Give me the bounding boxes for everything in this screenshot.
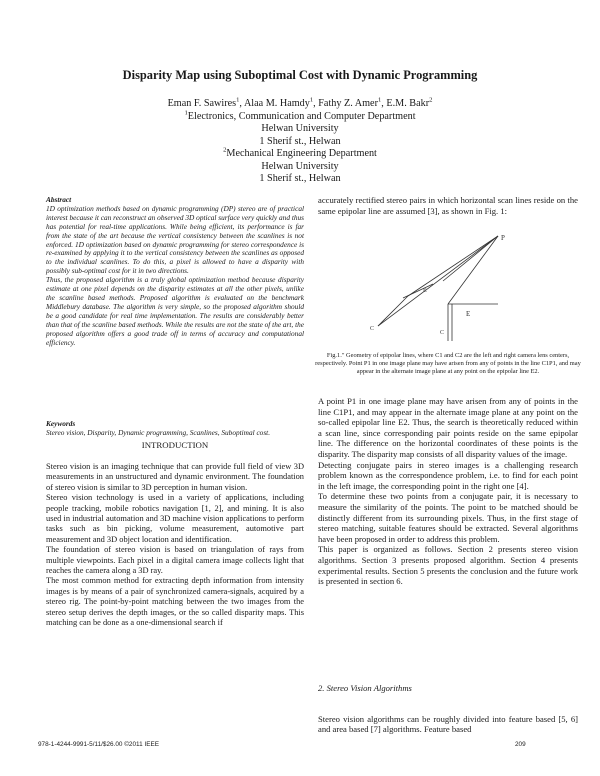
ray-line: [378, 236, 498, 326]
keywords: [46, 420, 304, 438]
abstract-heading: Abstract: [46, 195, 72, 204]
abstract: [46, 196, 304, 347]
paper-title: Disparity Map using Suboptimal Cost with Dynamic Programming: [122, 68, 478, 82]
right-top-paragraph: accurately rectified stereo pairs in which horizontal scan lines reside on the same epipolar line are assumed [3], as shown in Fig. 1:: [318, 195, 578, 216]
ray-line: [408, 236, 498, 296]
affiliation-2-addr: 1 Sherif st., Helwan: [259, 173, 341, 184]
right-paragraph-4: This paper is organized as follows. Section 2 presents stereo vision algorithms. Section 3 presents proposed algorithm. Section 4 presents experimental results. Section 5 presents the conclusion and the future work is presented in section 6.: [318, 544, 578, 587]
section-2-paragraph: Stereo vision algorithms can be roughly divided into feature based [5, 6] and area based [7] algorithms. Feature based: [318, 713, 578, 735]
right-column-top: [318, 195, 578, 216]
affiliation-2: $^2$Mechanical Engineering Department: [223, 146, 377, 159]
affiliation-1-univ: Helwan University: [261, 123, 339, 134]
keywords-heading: Keywords: [46, 419, 76, 428]
right-paragraph-3: To determine these two points from a conjugate pair, it is necessary to measure the similarity of the points. The point to be matched should be distinctly different from its surrounding pixels. Thus, in the first stage of stereo matching, suitable features should be extracted. Several algorithms have been proposed in order to address this problem.: [318, 491, 578, 544]
keywords-text: Stereo vision, Disparity, Dynamic programming, Scanlines, Suboptimal cost.: [46, 427, 271, 437]
right-column-body: [318, 396, 578, 587]
author-block: [0, 98, 600, 186]
page-number: 209: [515, 741, 526, 748]
footer-copyright: 978-1-4244-9991-5/11/$26.00 ©2011 IEEE: [38, 741, 160, 748]
section-2-heading: 2. Stereo Vision Algorithms: [318, 683, 412, 693]
introduction-body: [46, 462, 304, 629]
author-names: Eman F. Sawires$^1$, Alaa M. Hamdy$^1$, Fathy Z. Amer$^1$, E.M. Bakr$^2$: [167, 96, 433, 109]
intro-paragraph-1: Stereo vision is an imaging technique that can provide full field of view 3D measurements in an unstructured and dynamic environment. The foundation of stereo vision is similar to 3D perception in human vision.: [46, 462, 304, 492]
label-e2: E: [466, 310, 471, 318]
epipolar-figure: [348, 226, 548, 346]
figure-caption: Fig.1." Geometry of epipolar lines, where C1 and C2 are the left and right camera lens centers, respectively. Point P1 in one image plane may have arisen from any of points in the line C1P1, and may appear in the alternate image plane at any point on the epipolar line E2.: [315, 352, 581, 375]
ray-line: [378, 296, 408, 326]
affiliation-2-univ: Helwan University: [261, 160, 339, 172]
label-p: P: [501, 234, 505, 242]
ray-line: [443, 236, 498, 281]
right-paragraph-2: Detecting conjugate pairs in stereo images is a challenging research problem known as the correspondence problem, i.e. to find for each point in the left image, the corresponding point in the right one [4].: [318, 459, 578, 491]
affiliation-1: $^1$Electronics, Communication and Computer Department: [184, 109, 416, 122]
label-e1: E: [423, 288, 427, 294]
introduction-heading: INTRODUCTION: [141, 440, 209, 450]
affiliation-1-addr: 1 Sherif st., Helwan: [259, 135, 341, 147]
label-c2: C: [440, 330, 445, 336]
label-c1: C: [370, 326, 375, 332]
ray-line: [448, 236, 498, 304]
intro-paragraph-2: Stereo vision technology is used in a variety of applications, including people tracking, mobile robotics navigation [1, 2], and mining. It is also used in industrial automation and 3D machine vision applications to perform tasks such as bin picking, volume measurement, automotive part measurement and 3D object location and identification.: [46, 493, 304, 544]
intro-paragraph-3: The foundation of stereo vision is based on triangulation of rays from multiple viewpoints. Each pixel in a digital camera image collects light that reaches the camera along a 3D ray.: [46, 545, 304, 576]
intro-paragraph-4: The most common method for extracting depth information from intensity images is by means of a pair of synchronized camera-signals, acquired by a stereo rig. The point-by-point matching between the two images from the stereo setup derives the depth images, or the so called disparity maps. This matching can be done as a one-dimensional search if: [46, 576, 304, 628]
section-2-body: [318, 705, 578, 743]
right-paragraph-1: A point P1 in one image plane may have arisen from any of points in the line C1P1, and may appear in the alternate image plane at any point on the so-called epipolar line E2. Thus, the search is theoretically reduced within a scan line, since corresponding pair points reside on the same epipolar line. The difference on the horizontal coordinates of these points is the disparity. The disparity map consists of all disparity values of the image.: [318, 396, 578, 459]
abstract-paragraph-1: 1D optimization methods based on dynamic programming (DP) stereo are of practical interest because it can reconstruct an observed 3D optical surface very quickly and thus has potential for real-time applications. While being efficient, its performance is far from the state of the art because the vertical consistency between the scanlines is not enforced. 1D optimization based on dynamic programming for stereo correspondence is re-examined by applying it to the vertical consistency between the scanlines as opposed to the individual scanlines. To do this, a pixel is allowed to have a disparity with possibly sub-optimal cost for it in two directions.: [46, 203, 304, 276]
abstract-paragraph-2: Thus, the proposed algorithm is a truly global optimization method because disparity estimate at one pixel depends on the disparity estimates at all the other pixels, unlike the scanline based methods. Proposed algorithm is evaluated on the benchmark Middlebury database. The algorithm is very simple, so the proposed algorithm should be a good candidate for real time implementation. The results are considerably better than that of the scanline based methods. While the results are not the state of the art, the proposed algorithm offers a good trade off in terms of accuracy and computational efficiency.: [46, 275, 304, 347]
